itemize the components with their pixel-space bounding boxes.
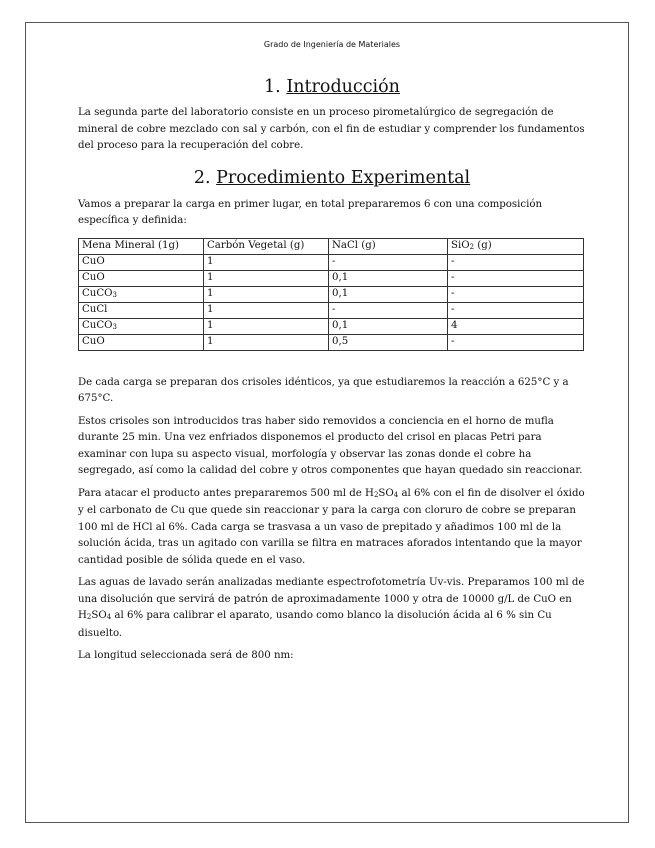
table-row [79, 270, 584, 286]
cell-carbon: 1 [204, 254, 329, 270]
page-header: Grado de Ingeniería de Materiales [263, 40, 401, 49]
cell-carbon: 1 [204, 270, 329, 286]
cell-mineral: CuO [79, 334, 204, 350]
header-carbon: Carbón Vegetal (g) [204, 238, 329, 254]
cell-carbon: 1 [204, 302, 329, 318]
section-2-number: 2. [193, 167, 211, 188]
section-1-number: 1. [264, 77, 281, 97]
table-row [79, 318, 584, 334]
table-row [79, 254, 584, 270]
cell-mineral: CuO [79, 254, 204, 270]
cell-nacl: 0,1 [329, 286, 448, 302]
waters-paragraph: Las aguas de lavado serán analizadas mediante espectrofotometría Uv-vis. Preparamos 100 ml de una disolución que servirá de patrón de aproximadamente 1000 y otra de 10000 g/L de CuO en $H_2SO_4$ al 6% para calibrar el aparato, usando como blanco la disolución ácida al 6 % sin Cu disuelto. [78, 577, 585, 639]
page-content [78, 40, 586, 665]
cell-carbon: 1 [204, 286, 329, 302]
cell-nacl: - [329, 302, 448, 318]
cell-mineral: CuCO$_3$ [79, 318, 204, 334]
table-row [79, 334, 584, 350]
cell-nacl: 0,1 [329, 318, 448, 334]
cell-sio2: - [448, 270, 584, 286]
table-row [79, 286, 584, 302]
crucibles-paragraph: De cada carga se preparan dos crisoles idénticos, ya que estudiaremos la reacción a 625°C y a 675°C. [78, 376, 569, 404]
table-row [79, 302, 584, 318]
procedure-lead-paragraph: Vamos a preparar la carga en primer lugar, en total prepararemos 6 con una composición específica y definida: [78, 198, 543, 226]
cell-sio2: - [448, 254, 584, 270]
table-body [79, 254, 584, 350]
composition-table [78, 238, 584, 351]
header-nacl: NaCl (g) [329, 238, 448, 254]
cell-sio2: 4 [448, 318, 584, 334]
cell-mineral: CuCl [79, 302, 204, 318]
attack-paragraph: Para atacar el producto antes prepararemos 500 ml de $H_2SO_4$ al 6% con el fin de disolver el óxido y el carbonato de Cu que quede sin reaccionar y para la carga con cloruro de cobre se preparan 100 ml de HCl al 6%. Cada carga se trasvasa a un vaso de prepitado y añadimos 100 ml de la solución ácida, tras un agitado con varilla se filtra en matraces aforados intentando que la mayor cantidad posible de sólida quede en el vaso. [78, 487, 585, 566]
cell-sio2: - [448, 302, 584, 318]
intro-paragraph: La segunda parte del laboratorio consiste en un proceso pirometalúrgico de segregación de mineral de cobre mezclado con sal y carbón, con el fin de estudiar y comprender los fundamentos del proceso para la recuperación del cobre. [78, 107, 585, 151]
section-2-title: Procedimiento Experimental [216, 167, 471, 188]
oven-paragraph: Estos crisoles son introducidos tras haber sido removidos a conciencia en el horno de mufla durante 25 min. Una vez enfriados disponemos el producto del crisol en placas Petri para examinar con lupa su aspecto visual, morfología y observar las zonas donde el cobre ha segregado, así como la calidad del cobre y otros componentes que hayan quedado sin reaccionar. [78, 415, 583, 476]
cell-nacl: 0,1 [329, 270, 448, 286]
document-page [25, 22, 629, 823]
cell-mineral: CuCO$_3$ [79, 286, 204, 302]
section-1-heading [78, 76, 586, 98]
cell-mineral: CuO [79, 270, 204, 286]
cell-sio2: - [448, 334, 584, 350]
header-sio2: SiO$_2$ (g) [448, 238, 584, 254]
cell-nacl: - [329, 254, 448, 270]
header-mineral: Mena Mineral (1g) [79, 238, 204, 254]
cell-carbon: 1 [204, 334, 329, 350]
cell-sio2: - [448, 286, 584, 302]
wavelength-paragraph: La longitud seleccionada será de 800 nm: [78, 650, 294, 661]
cell-carbon: 1 [204, 318, 329, 334]
section-1-title: Introducción [286, 77, 400, 97]
table-header-row [79, 238, 584, 254]
cell-nacl: 0,5 [329, 334, 448, 350]
section-2-heading [78, 167, 586, 189]
